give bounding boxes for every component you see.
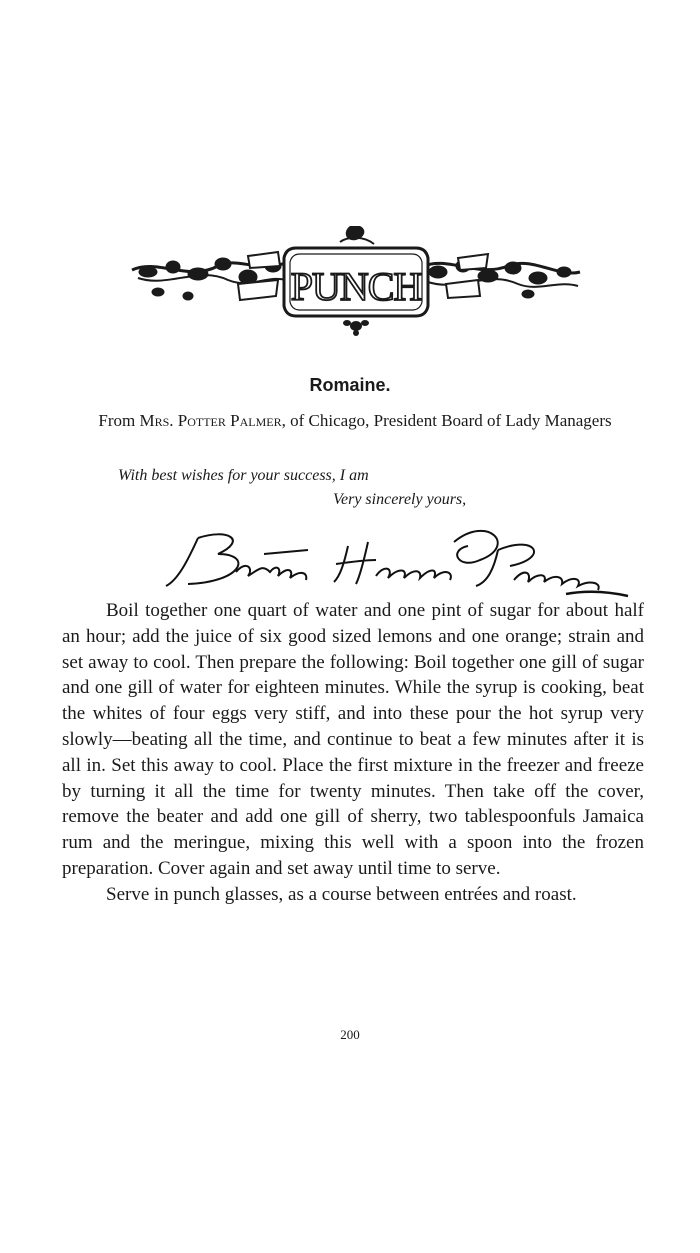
attribution-name: Mrs. Potter Palmer [139,411,282,430]
attribution-suffix: , of Chicago, President Board of Lady Managers [281,411,612,430]
attribution-prefix: From [98,411,140,430]
letter-closing: Very sincerely yours, [333,491,467,508]
page-number: 200 [340,1027,360,1042]
recipe-attribution [60,410,650,432]
handwritten-signature [158,520,638,610]
recipe-paragraph: Boil together one quart of water and one pint of sugar for about half an hour; add the juice of six good sized lemons and one orange; strain and set away to cool. Then prepare the following: Boil together one gill of sugar and one gill of water for eighteen minutes. While the syrup is cooking, beat the whites of four eggs very stiff, and into these pour the hot syrup very slowly—beating all the time, and continue to beat a few minutes after it is all in. Set this away to cool. Place the first mixture in the freezer and freeze by turning it all the time for twenty minutes. Then take off the cover, remove the beater and add one gill of sherry, two tablespoonfuls Jamaica rum and the meringue, mixing this well with a spoon into the frozen preparation. Cover again and set away until time to serve. [62,600,644,879]
letter-wishes: With best wishes for your success, I am [118,467,369,484]
recipe-body [62,598,644,908]
left-ornament-flourish-icon [132,252,293,300]
banner-title: PUNCH [290,264,422,309]
bottom-crest-icon [343,320,369,336]
recipe-title: Romaine. [309,375,391,395]
punch-banner [128,222,584,338]
top-crest-icon [340,226,374,244]
recipe-paragraph: Serve in punch glasses, as a course between entrées and roast. [106,883,577,905]
right-ornament-flourish-icon [424,254,580,298]
